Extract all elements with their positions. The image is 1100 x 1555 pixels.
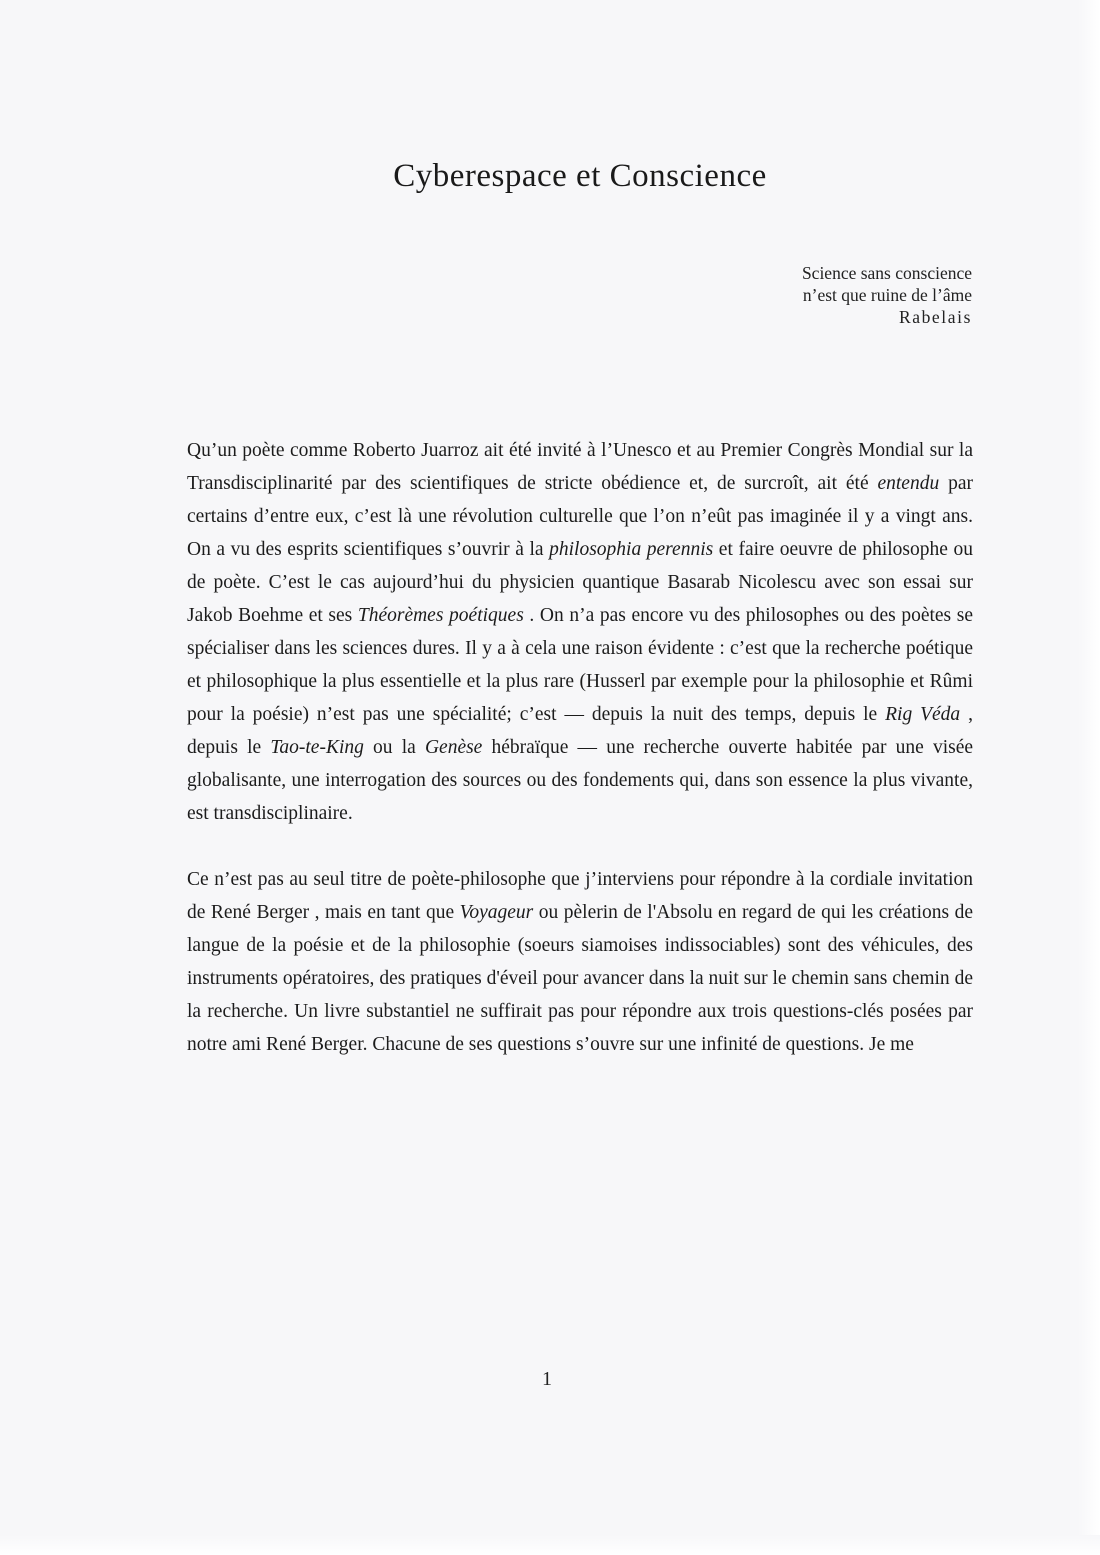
paragraph-2-italic-1: Voyageur	[459, 902, 534, 923]
page-number: 1	[542, 1368, 552, 1390]
paragraph-1-italic-2: philosophia perennis	[549, 539, 714, 560]
epigraph-line-2: n’est que ruine de l’âme	[802, 285, 972, 305]
paragraph-2-text-2: ou pèlerin de l'Absolu en regard de qui les créations de langue de la poésie et de la philosophie (soeurs siamoises indissociables) sont des véhicules, des instruments opératoires, des pratiques d'éveil pour avancer dans la nuit sur le chemin sans chemin de la recherche. Un livre substantiel ne suffirait pas pour répondre aux trois questions-clés posées par notre ami René Berger. Chacune de ses questions s’ouvre sur une infinité de questions. Je me	[187, 902, 973, 1055]
body-text	[187, 434, 973, 1061]
paragraph-1-text-6: ou la	[363, 737, 425, 758]
paragraph-1-italic-4: Rig Véda	[885, 704, 961, 725]
paragraph-1-text-2: par certains d’entre eux, c’est là une révolution culturelle que l’on n’eût pas imaginée il y a vingt ans. On a vu des esprits scientifiques s’ouvrir à la	[187, 473, 973, 560]
scan-edge-right	[1078, 0, 1100, 1555]
paragraph-2-text-1: Ce n’est pas au seul titre de poète-philosophe que j’interviens pour répondre à la cordiale invitation de René Berger , mais en tant que	[187, 869, 973, 923]
scan-edge-bottom	[0, 1535, 1100, 1555]
page-title: Cyberespace et Conscience	[393, 158, 767, 194]
paragraph-1-text-4: . On n’a pas encore vu des philosophes ou des poètes se spécialiser dans les sciences dures. Il y a à cela une raison évidente : c’est que la recherche poétique et philosophique la plus essentielle et la plus rare (Husserl par exemple pour la philosophie et Rûmi pour la poésie) n’est pas une spécialité; c’est — depuis la nuit des temps, depuis le	[187, 605, 973, 725]
paragraph-1-text-5: , depuis le	[187, 704, 973, 758]
paragraph-1-text-7: hébraïque — une recherche ouverte habitée par une visée globalisante, une interrogation des sources ou des fondements qui, dans son essence la plus vivante, est transdisciplinaire.	[187, 737, 974, 824]
paragraph-1	[187, 434, 973, 830]
epigraph	[572, 262, 972, 328]
paragraph-1-italic-5: Tao-te-King	[270, 737, 364, 758]
paragraph-1-text-1: Qu’un poète comme Roberto Juarroz ait été invité à l’Unesco et au Premier Congrès Mondial sur la Transdisciplinarité par des scientifiques de stricte obédience et, de surcroît, ait été	[187, 440, 973, 494]
paragraph-1-italic-3: Théorèmes poétiques	[357, 605, 524, 626]
paragraph-1-text-3: et faire oeuvre de philosophe ou de poète. C’est le cas aujourd’hui du physicien quantique Basarab Nicolescu avec son essai sur Jakob Boehme et ses	[187, 539, 974, 626]
epigraph-line-1: Science sans conscience	[801, 263, 972, 283]
paragraph-1-italic-6: Genèse	[424, 737, 483, 758]
epigraph-author: Rabelais	[898, 307, 972, 327]
paragraph-2	[187, 863, 973, 1061]
paragraph-1-italic-1: entendu	[877, 473, 940, 494]
